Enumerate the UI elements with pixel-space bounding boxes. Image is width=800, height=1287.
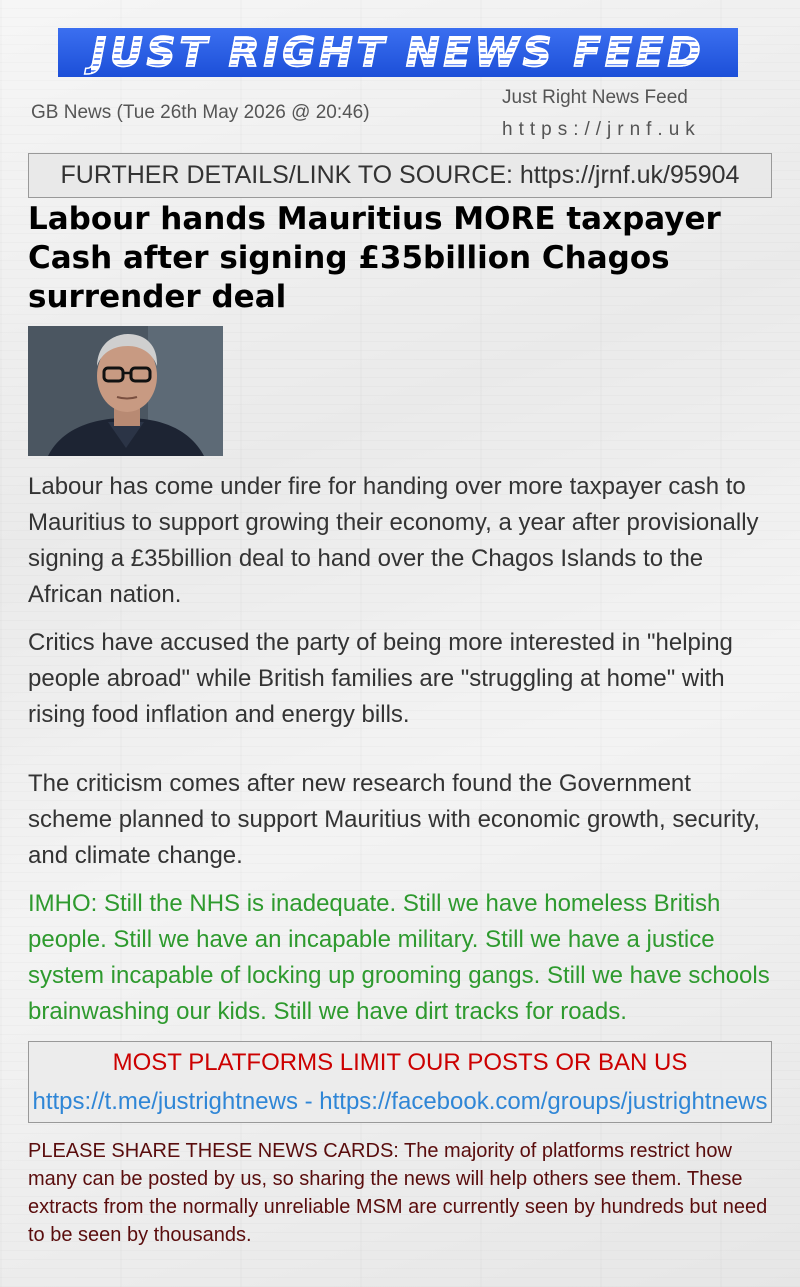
article-headline: Labour hands Mauritius MORE taxpayer Cash after signing £35billion Chagos surrender deal xyxy=(28,201,721,315)
share-note: PLEASE SHARE THESE NEWS CARDS: The majority of platforms restrict how many can be posted by us, so sharing the news will help others see them. These extracts from the normally unreliable MSM are currently seen by hundreds but need to be seen by thousands. xyxy=(28,1140,768,1246)
opinion-paragraph: IMHO: Still the NHS is inadequate. Still we have homeless British people. Still we have an incapable military. Still we have a justice system incapable of locking up grooming gangs. Still we have schools brainwashing our kids. Still we have dirt tracks for roads. xyxy=(28,890,770,1025)
article-paragraph: Critics have accused the party of being more interested in "helping people abroad" while British families are "struggling at home" with rising food inflation and energy bills. xyxy=(28,629,733,728)
source-line: GB News (Tue 26th May 2026 @ 20:46) xyxy=(31,102,370,123)
source-link-label[interactable]: FURTHER DETAILS/LINK TO SOURCE: https://jrnf.uk/95904 xyxy=(60,161,740,189)
portrait-image xyxy=(28,326,223,456)
brand-name: Just Right News Feed xyxy=(502,87,688,108)
banner-title: JUST RIGHT NEWS FEED xyxy=(91,29,705,76)
article-paragraph: The criticism comes after new research found the Government scheme planned to support Mauritius with economic growth, security, and climate change. xyxy=(28,770,760,869)
platform-notice-title: MOST PLATFORMS LIMIT OUR POSTS OR BAN US xyxy=(112,1049,688,1076)
title-banner xyxy=(58,28,738,77)
source-link-box[interactable] xyxy=(28,153,772,198)
platform-notice-box xyxy=(28,1041,772,1123)
brand-url[interactable]: https://jrnf.uk xyxy=(502,119,701,140)
platform-links[interactable]: https://t.me/justrightnews - https://facebook.com/groups/justrightnews xyxy=(32,1088,768,1115)
article-paragraph: Labour has come under fire for handing over more taxpayer cash to Mauritius to support growing their economy, a year after provisionally signing a £35billion deal to hand over the Chagos Islands to the African nation. xyxy=(28,473,759,608)
article-photo xyxy=(28,326,223,456)
